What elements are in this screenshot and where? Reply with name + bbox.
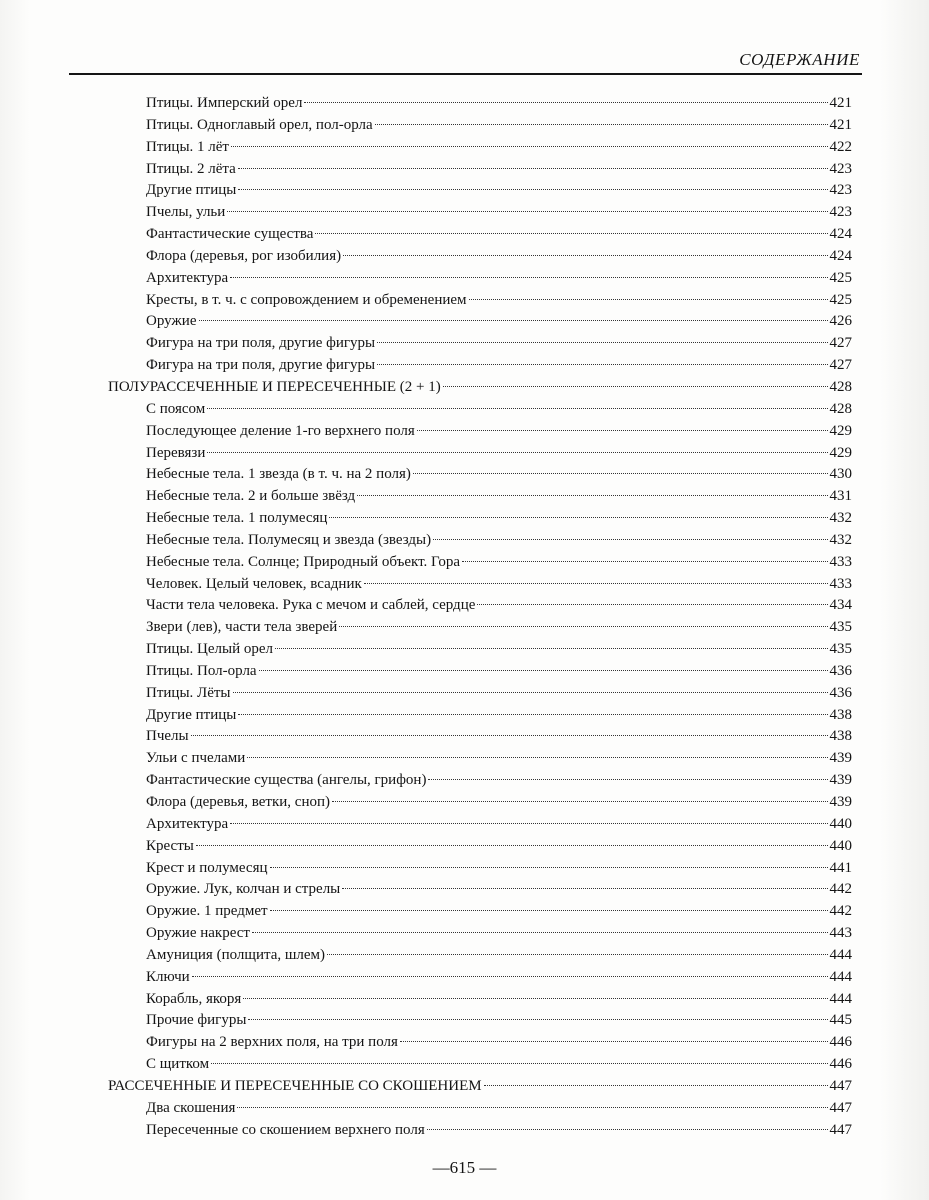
toc-entry-title: Крест и полумесяц bbox=[146, 859, 268, 876]
toc-entry-title: Корабль, якоря bbox=[146, 990, 242, 1007]
dot-leader bbox=[477, 604, 827, 605]
toc-entry-page: 442 bbox=[829, 903, 852, 920]
toc-entry-page: 431 bbox=[829, 488, 852, 505]
toc-entry-page: 439 bbox=[829, 750, 852, 767]
toc-entry bbox=[0, 1098, 929, 1120]
toc-entry-title: Фантастические существа bbox=[146, 226, 314, 243]
toc-section-heading bbox=[0, 377, 929, 399]
dot-leader bbox=[428, 779, 827, 780]
toc-entry-title: Птицы. 1 лёт bbox=[146, 138, 229, 155]
toc-entry-page: 430 bbox=[829, 466, 852, 483]
toc-entry bbox=[0, 268, 929, 290]
toc-entry-title: Птицы. Одноглавый орел, пол-орла bbox=[146, 116, 373, 133]
toc-entry bbox=[0, 1120, 929, 1142]
toc-entry bbox=[0, 901, 929, 923]
dot-leader bbox=[199, 320, 828, 321]
toc-entry-page: 422 bbox=[829, 138, 852, 155]
toc-entry bbox=[0, 661, 929, 683]
toc-entry-page: 428 bbox=[829, 400, 852, 417]
toc-entry-page: 439 bbox=[829, 772, 852, 789]
dot-leader bbox=[327, 954, 827, 955]
toc-entry-page: 421 bbox=[829, 95, 852, 111]
toc-entry bbox=[0, 1010, 929, 1032]
toc-entry-page: 443 bbox=[829, 925, 852, 942]
dot-leader bbox=[238, 168, 828, 169]
toc-entry-title: Птицы. Целый орел bbox=[146, 641, 273, 658]
page-number: —615 — bbox=[432, 1158, 497, 1177]
toc-entry-title: РАССЕЧЕННЫЕ И ПЕРЕСЕЧЕННЫЕ СО СКОШЕНИЕМ bbox=[108, 1077, 482, 1094]
toc-entry-page: 435 bbox=[829, 641, 852, 658]
toc-entry-title: Птицы. 2 лёта bbox=[146, 160, 236, 177]
toc-entry bbox=[0, 290, 929, 312]
toc-entry bbox=[0, 683, 929, 705]
toc-entry bbox=[0, 137, 929, 159]
toc-entry-title: Птицы. Имперский орел bbox=[146, 95, 303, 111]
dot-leader bbox=[230, 277, 827, 278]
toc-entry bbox=[0, 333, 929, 355]
toc-entry-title: Пчелы, ульи bbox=[146, 204, 226, 221]
toc-entry-page: 426 bbox=[829, 313, 852, 330]
toc-entry-page: 436 bbox=[829, 684, 852, 701]
toc-entry bbox=[0, 180, 929, 202]
dot-leader bbox=[427, 1129, 828, 1130]
dot-leader bbox=[315, 233, 827, 234]
dot-leader bbox=[469, 299, 828, 300]
toc-entry bbox=[0, 639, 929, 661]
dot-leader bbox=[233, 692, 828, 693]
toc-entry-page: 439 bbox=[829, 794, 852, 810]
toc-entry-page: 442 bbox=[829, 881, 852, 898]
toc-entry bbox=[0, 202, 929, 224]
dot-leader bbox=[270, 867, 828, 868]
toc-entry-title: ПОЛУРАССЕЧЕННЫЕ И ПЕРЕСЕЧЕННЫЕ (2 + 1) bbox=[108, 378, 441, 395]
toc-entry-page: 427 bbox=[829, 335, 852, 352]
toc-entry-title: Пересеченные со скошением верхнего поля bbox=[146, 1121, 425, 1138]
dot-leader bbox=[332, 801, 828, 802]
toc-entry-page: 432 bbox=[829, 531, 852, 548]
toc-entry bbox=[0, 443, 929, 465]
dot-leader bbox=[417, 430, 828, 431]
table-of-contents bbox=[0, 93, 929, 1142]
toc-entry-page: 432 bbox=[829, 510, 852, 527]
dot-leader bbox=[237, 1107, 827, 1108]
dot-leader bbox=[259, 670, 828, 671]
toc-entry-title: Два скошения bbox=[146, 1099, 236, 1116]
toc-entry bbox=[0, 246, 929, 268]
toc-entry-title: Архитектура bbox=[146, 815, 229, 832]
toc-entry-title: Фигуры на 2 верхних поля, на три поля bbox=[146, 1034, 398, 1051]
toc-entry bbox=[0, 530, 929, 552]
toc-entry-title: Оружие. Лук, колчан и стрелы bbox=[146, 881, 341, 898]
toc-entry-title: Фантастические существа (ангелы, грифон) bbox=[146, 772, 427, 789]
dot-leader bbox=[230, 823, 827, 824]
dot-leader bbox=[252, 932, 828, 933]
toc-entry-title: Ульи с пчелами bbox=[146, 750, 246, 767]
toc-entry bbox=[0, 617, 929, 639]
toc-entry bbox=[0, 464, 929, 486]
toc-section-heading bbox=[0, 1076, 929, 1098]
dot-leader bbox=[413, 473, 828, 474]
toc-entry-page: 445 bbox=[829, 1012, 852, 1029]
toc-entry bbox=[0, 115, 929, 137]
dot-leader bbox=[433, 539, 827, 540]
toc-entry bbox=[0, 858, 929, 880]
dot-leader bbox=[227, 211, 827, 212]
toc-entry bbox=[0, 486, 929, 508]
toc-entry-page: 425 bbox=[829, 291, 852, 308]
toc-entry-page: 429 bbox=[829, 422, 852, 439]
dot-leader bbox=[243, 998, 827, 999]
header-rule bbox=[69, 73, 862, 75]
toc-entry bbox=[0, 1054, 929, 1076]
toc-entry-page: 436 bbox=[829, 662, 852, 679]
toc-entry bbox=[0, 311, 929, 333]
toc-entry-page: 440 bbox=[829, 837, 852, 854]
toc-entry-title: Небесные тела. Солнце; Природный объект. Гора bbox=[146, 553, 461, 570]
toc-entry-title: Небесные тела. Полумесяц и звезда (звезды) bbox=[146, 531, 432, 548]
dot-leader bbox=[191, 735, 828, 736]
dot-leader bbox=[400, 1041, 828, 1042]
toc-entry bbox=[0, 508, 929, 530]
toc-entry-title: Птицы. Пол-орла bbox=[146, 662, 257, 679]
toc-entry-title: Перевязи bbox=[146, 444, 206, 461]
dot-leader bbox=[375, 124, 828, 125]
toc-entry bbox=[0, 595, 929, 617]
toc-entry bbox=[0, 792, 929, 814]
dot-leader bbox=[342, 888, 827, 889]
dot-leader bbox=[231, 146, 828, 147]
toc-entry-title: Небесные тела. 1 звезда (в т. ч. на 2 поля) bbox=[146, 466, 411, 483]
toc-entry-title: Фигура на три поля, другие фигуры bbox=[146, 357, 376, 374]
dot-leader bbox=[484, 1085, 828, 1086]
toc-entry-page: 429 bbox=[829, 444, 852, 461]
toc-entry-title: Последующее деление 1-го верхнего поля bbox=[146, 422, 415, 439]
toc-entry-page: 423 bbox=[829, 204, 852, 221]
toc-entry-title: С поясом bbox=[146, 400, 206, 417]
toc-entry-title: Флора (деревья, рог изобилия) bbox=[146, 247, 342, 264]
toc-entry bbox=[0, 748, 929, 770]
toc-entry-title: Ключи bbox=[146, 968, 190, 985]
dot-leader bbox=[238, 714, 827, 715]
toc-entry-title: Флора (деревья, ветки, сноп) bbox=[146, 794, 330, 810]
dot-leader bbox=[377, 364, 827, 365]
toc-entry-title: Оружие накрест bbox=[146, 925, 250, 942]
toc-entry-page: 424 bbox=[829, 247, 852, 264]
dot-leader bbox=[377, 342, 827, 343]
dot-leader bbox=[329, 517, 827, 518]
toc-entry bbox=[0, 945, 929, 967]
toc-entry-title: Небесные тела. 2 и больше звёзд bbox=[146, 488, 356, 505]
dot-leader bbox=[462, 561, 827, 562]
toc-entry-page: 423 bbox=[829, 160, 852, 177]
toc-entry bbox=[0, 224, 929, 246]
toc-entry bbox=[0, 355, 929, 377]
toc-entry bbox=[0, 726, 929, 748]
toc-entry-title: Кресты, в т. ч. с сопровождением и обременением bbox=[146, 291, 467, 308]
toc-entry bbox=[0, 879, 929, 901]
toc-entry-page: 428 bbox=[829, 378, 852, 395]
toc-entry-title: Человек. Целый человек, всадник bbox=[146, 575, 362, 592]
toc-entry-page: 440 bbox=[829, 815, 852, 832]
dot-leader bbox=[207, 408, 827, 409]
dot-leader bbox=[196, 845, 828, 846]
toc-entry-title: Оружие bbox=[146, 313, 197, 330]
dot-leader bbox=[248, 1019, 827, 1020]
toc-entry-page: 423 bbox=[829, 182, 852, 199]
toc-entry-page: 434 bbox=[829, 597, 852, 614]
toc-entry-page: 427 bbox=[829, 357, 852, 374]
dot-leader bbox=[364, 583, 828, 584]
toc-entry bbox=[0, 770, 929, 792]
toc-entry-page: 435 bbox=[829, 619, 852, 636]
toc-entry-page: 444 bbox=[829, 946, 852, 963]
toc-entry bbox=[0, 814, 929, 836]
toc-entry-page: 425 bbox=[829, 269, 852, 286]
toc-entry-title: Звери (лев), части тела зверей bbox=[146, 619, 338, 636]
toc-entry bbox=[0, 923, 929, 945]
dot-leader bbox=[270, 910, 828, 911]
toc-entry-title: Оружие. 1 предмет bbox=[146, 903, 268, 920]
toc-entry-title: Прочие фигуры bbox=[146, 1012, 247, 1029]
toc-entry bbox=[0, 967, 929, 989]
toc-entry bbox=[0, 93, 929, 115]
toc-entry-page: 447 bbox=[829, 1099, 852, 1116]
toc-entry-title: Небесные тела. 1 полумесяц bbox=[146, 510, 328, 527]
toc-entry bbox=[0, 836, 929, 858]
dot-leader bbox=[207, 452, 827, 453]
toc-entry-title: Архитектура bbox=[146, 269, 229, 286]
toc-entry bbox=[0, 574, 929, 596]
dot-leader bbox=[238, 189, 827, 190]
toc-entry-title: Части тела человека. Рука с мечом и саблей, сердце bbox=[146, 597, 476, 614]
toc-entry-page: 446 bbox=[829, 1056, 852, 1073]
dot-leader bbox=[343, 255, 827, 256]
toc-entry-title: С щитком bbox=[146, 1056, 210, 1073]
toc-entry-page: 444 bbox=[829, 990, 852, 1007]
toc-entry bbox=[0, 705, 929, 727]
running-head-title: СОДЕРЖАНИЕ bbox=[739, 50, 860, 69]
dot-leader bbox=[304, 102, 827, 103]
toc-entry-page: 441 bbox=[829, 859, 852, 876]
toc-entry bbox=[0, 1032, 929, 1054]
toc-entry-title: Другие птицы bbox=[146, 706, 237, 723]
toc-entry-page: 447 bbox=[829, 1121, 852, 1138]
toc-entry-page: 438 bbox=[829, 706, 852, 723]
toc-entry bbox=[0, 552, 929, 574]
dot-leader bbox=[247, 757, 827, 758]
toc-entry-page: 438 bbox=[829, 728, 852, 745]
toc-entry-page: 444 bbox=[829, 968, 852, 985]
dot-leader bbox=[275, 648, 828, 649]
toc-entry-page: 433 bbox=[829, 575, 852, 592]
toc-entry-title: Фигура на три поля, другие фигуры bbox=[146, 335, 376, 352]
toc-entry bbox=[0, 421, 929, 443]
toc-entry-title: Птицы. Лёты bbox=[146, 684, 231, 701]
toc-entry-page: 421 bbox=[829, 116, 852, 133]
toc-entry bbox=[0, 989, 929, 1011]
dot-leader bbox=[443, 386, 828, 387]
dot-leader bbox=[339, 626, 827, 627]
toc-entry-title: Другие птицы bbox=[146, 182, 237, 199]
toc-entry bbox=[0, 159, 929, 181]
dot-leader bbox=[192, 976, 828, 977]
dot-leader bbox=[357, 495, 827, 496]
toc-entry-title: Пчелы bbox=[146, 728, 189, 745]
dot-leader bbox=[211, 1063, 827, 1064]
toc-entry-title: Кресты bbox=[146, 837, 194, 854]
toc-entry-page: 424 bbox=[829, 226, 852, 243]
toc-entry bbox=[0, 399, 929, 421]
toc-entry-page: 446 bbox=[829, 1034, 852, 1051]
toc-entry-title: Амуниция (полщита, шлем) bbox=[146, 946, 326, 963]
toc-entry-page: 433 bbox=[829, 553, 852, 570]
toc-entry-page: 447 bbox=[829, 1077, 852, 1094]
